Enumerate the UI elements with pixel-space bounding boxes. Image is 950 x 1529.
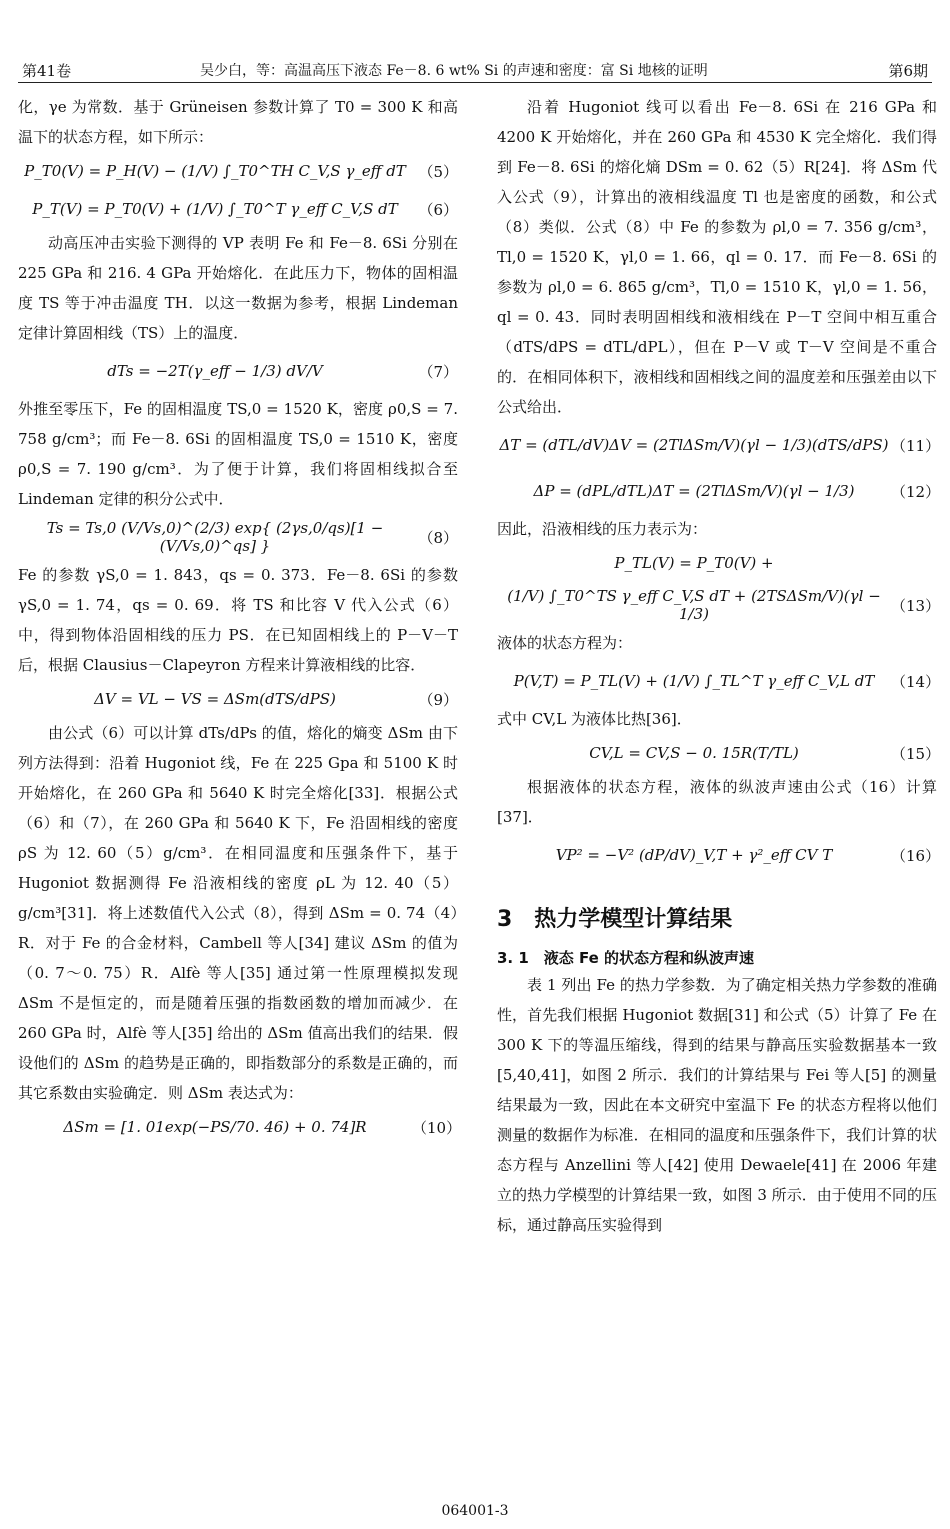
- right-column: [497, 92, 941, 1240]
- equation-15: [497, 734, 941, 772]
- equation-13: [497, 582, 941, 628]
- equation-number: （16）: [891, 846, 941, 865]
- paragraph: 表 1 列出 Fe 的热力学参数．为了确定相关热力学参数的准确性，首先我们根据 Hugoniot 数据[31] 和公式（5）计算了 Fe 在 300 K 下的等温压缩线，得到的结果与静高压实验数据基本一致[5,40,41]，如图 2 所示．我们的计算结果与 Fei 等人[5] 的测量结果最为一致，因此在本文研究中室温下 Fe 的状态方程将以他们测量的数据作为标准．在相同的温度和压强条件下，我们计算的状态方程与 Anzellini 等人[42] 使用 Dewaele[41] 在 2006 年建立的热力学模型的计算结果一致，如图 3 所示．由于使用不同的压标，通过静高压实验得到: [497, 976, 937, 1234]
- paragraph: 动高压冲击实验下测得的 VP 表明 Fe 和 Fe－8. 6Si 分别在 225 GPa 和 216. 4 GPa 开始熔化．在此压力下，物体的固相温度 TS 等于冲击温度 TH．以这一数据为参考，根据 Lindeman 定律计算固相线（TS）上的温度．: [18, 234, 458, 342]
- equation-9: [18, 680, 458, 718]
- equation-number: （7）: [418, 362, 458, 381]
- equation-number: （8）: [418, 528, 458, 547]
- equation-expression: CV,L = CV,S − 0. 15R(T/TL): [589, 744, 799, 762]
- equation-expression: ΔV = VL − VS = ΔSm(dTS/dPS): [94, 690, 336, 708]
- equation-11: [497, 422, 941, 468]
- equation-expression: ΔP = (dPL/dTL)ΔT = (2TlΔSm/V)(γl − 1/3): [533, 482, 855, 500]
- equation-expression: Ts = Ts,0 (V/Vs,0)^(2/3) exp{ (2γs,0/qs)[1 − (V/Vs,0)^qs] }: [46, 519, 384, 555]
- equation-10: [18, 1108, 462, 1146]
- volume-label: 第41卷: [22, 62, 72, 80]
- paragraph: Fe 的参数 γS,0 = 1. 843，qs = 0. 373．Fe－8. 6Si 的参数 γS,0 = 1. 74，qs = 0. 69．将 TS 和比容 V 代入公式（6）中，得到物体沿固相线的压力 PS．在已知固相线上的 P－V－T 后，根据 Clausius－Clapeyron 方程来计算液相线的比容．: [18, 566, 458, 674]
- paragraph: 沿着 Hugoniot 线可以看出 Fe－8. 6Si 在 216 GPa 和 4200 K 开始熔化，并在 260 GPa 和 4530 K 完全熔化．我们得到 Fe－8. 6Si 的熔化熵 DSm = 0. 62（5）R[24]．将 ΔSm 代入公式（9），计算出的液相线温度 Tl 也是密度的函数，和公式（8）类似．公式（8）中 Fe 的参数为 ρl,0 = 7. 356 g/cm³，Tl,0 = 1520 K，γl,0 = 1. 66，ql = 0. 17．而 Fe－8. 6Si 的参数为 ρl,0 = 6. 865 g/cm³，Tl,0 = 1510 K，γl,0 = 1. 56，ql = 0. 43．同时表明固相线和液相线在 P－T 空间中相互重合（dTS/dPS = dTL/dPL），但在 P－V 或 T－V 空间是不重合的．在相同体积下，液相线和固相线之间的温度差和压强差由以下公式给出．: [497, 98, 937, 416]
- equation-expression: (1/V) ∫_T0^TS γ_eff C_V,S dT + (2TSΔSm/V)(γl − 1/3): [507, 587, 881, 623]
- paragraph: 根据液体的状态方程，液体的纵波声速由公式（16）计算[37]．: [497, 778, 937, 826]
- section-title: 3 热力学模型计算结果: [497, 907, 733, 932]
- issue-label: 第6期: [888, 62, 928, 80]
- equation-number: （11）: [891, 436, 941, 455]
- equation-6: [18, 190, 458, 228]
- paragraph: 式中 CV,L 为液体比热[36]．: [497, 710, 692, 728]
- paragraph: 由公式（6）可以计算 dTs/dPs 的值，熔化的熵变 ΔSm 由下列方法得到：沿着 Hugoniot 线，Fe 在 225 Gpa 和 5100 K 时开始熔化，在 260 GPa 和 5640 K 时完全熔化[33]．根据公式（6）和（7），在 260 GPa 和 5640 K 下，Fe 沿固相线的密度 ρS 为 12. 60（5）g/cm³．在相同温度和压强条件下，基于 Hugoniot 数据测得 Fe 沿液相线的密度 ρL 为 12. 40（5）g/cm³[31]．将上述数值代入公式（8），得到 ΔSm = 0. 74（4）R．对于 Fe 的合金材料，Cambell 等人[34] 建议 ΔSm 的值为（0. 7～0. 75）R．Alfè 等人[35] 通过第一性原理模拟发现 ΔSm 不是恒定的，而是随着压强的指数函数的增加而减少．在 260 GPa 时，Alfè 等人[35] 给出的 ΔSm 值高出我们的结果．假设他们的 ΔSm 的趋势是正确的，即指数部分的系数是正确的，而其它系数由实验确定．则 ΔSm 表达式为：: [18, 724, 458, 1102]
- left-column: [18, 92, 462, 1146]
- equation-expression: dTs = −2T(γ_eff − 1/3) dV/V: [107, 362, 323, 380]
- header-rule: [18, 82, 932, 83]
- equation-7: [18, 348, 458, 394]
- equation-number: （13）: [891, 596, 941, 615]
- equation-expression: ΔSm = [1. 01exp(−PS/70. 46) + 0. 74]R: [63, 1118, 367, 1136]
- paragraph: 因此，沿液相线的压力表示为：: [497, 520, 708, 538]
- equation-expression: VP² = −V² (dP/dV)_V,T + γ²_eff CV T: [555, 846, 833, 864]
- paragraph: 外推至零压下，Fe 的固相温度 TS,0 = 1520 K，密度 ρ0,S = 7. 758 g/cm³；而 Fe－8. 6Si 的固相温度 TS,0 = 1510 K，密度 ρ0,S = 7. 190 g/cm³．为了便于计算，我们将固相线拟合至 Lindeman 定律的积分公式中．: [18, 400, 458, 508]
- paragraph: 液体的状态方程为：: [497, 634, 633, 652]
- equation-expression: P_TL(V) = P_T0(V) +: [614, 554, 774, 572]
- equation-number: （15）: [891, 744, 941, 763]
- equation-8: [18, 514, 458, 560]
- equation-expression: P_T0(V) = P_H(V) − (1/V) ∫_T0^TH C_V,S γ_eff dT: [24, 162, 406, 180]
- subsection-title: 3. 1 液态 Fe 的状态方程和纵波声速: [497, 949, 755, 967]
- equation-number: （12）: [891, 482, 941, 501]
- equation-number: （6）: [418, 200, 458, 219]
- equation-number: （10）: [412, 1118, 462, 1137]
- equation-number: （5）: [418, 162, 458, 181]
- equation-16: [497, 832, 941, 878]
- equation-14: [497, 658, 941, 704]
- page-number: 064001-3: [441, 1503, 509, 1519]
- equation-13-line-1: [497, 544, 937, 582]
- page-header: [0, 0, 950, 84]
- running-title: 吴少白，等：高温高压下液态 Fe－8. 6 wt% Si 的声速和密度：富 Si 地核的证明: [200, 63, 708, 79]
- equation-expression: P_T(V) = P_T0(V) + (1/V) ∫_T0^T γ_eff C_V,S dT: [32, 200, 398, 218]
- paragraph: 化，γe 为常数．基于 Grüneisen 参数计算了 T0 = 300 K 和高温下的状态方程，如下所示：: [18, 98, 458, 146]
- equation-12: [497, 468, 941, 514]
- equation-number: （14）: [891, 672, 941, 691]
- equation-expression: ΔT = (dTL/dV)ΔV = (2TlΔSm/V)(γl − 1/3)(dTS/dPS): [499, 436, 889, 454]
- equation-5: [18, 152, 458, 190]
- equation-expression: P(V,T) = P_TL(V) + (1/V) ∫_TL^T γ_eff C_V,L dT: [513, 672, 875, 690]
- equation-number: （9）: [418, 690, 458, 709]
